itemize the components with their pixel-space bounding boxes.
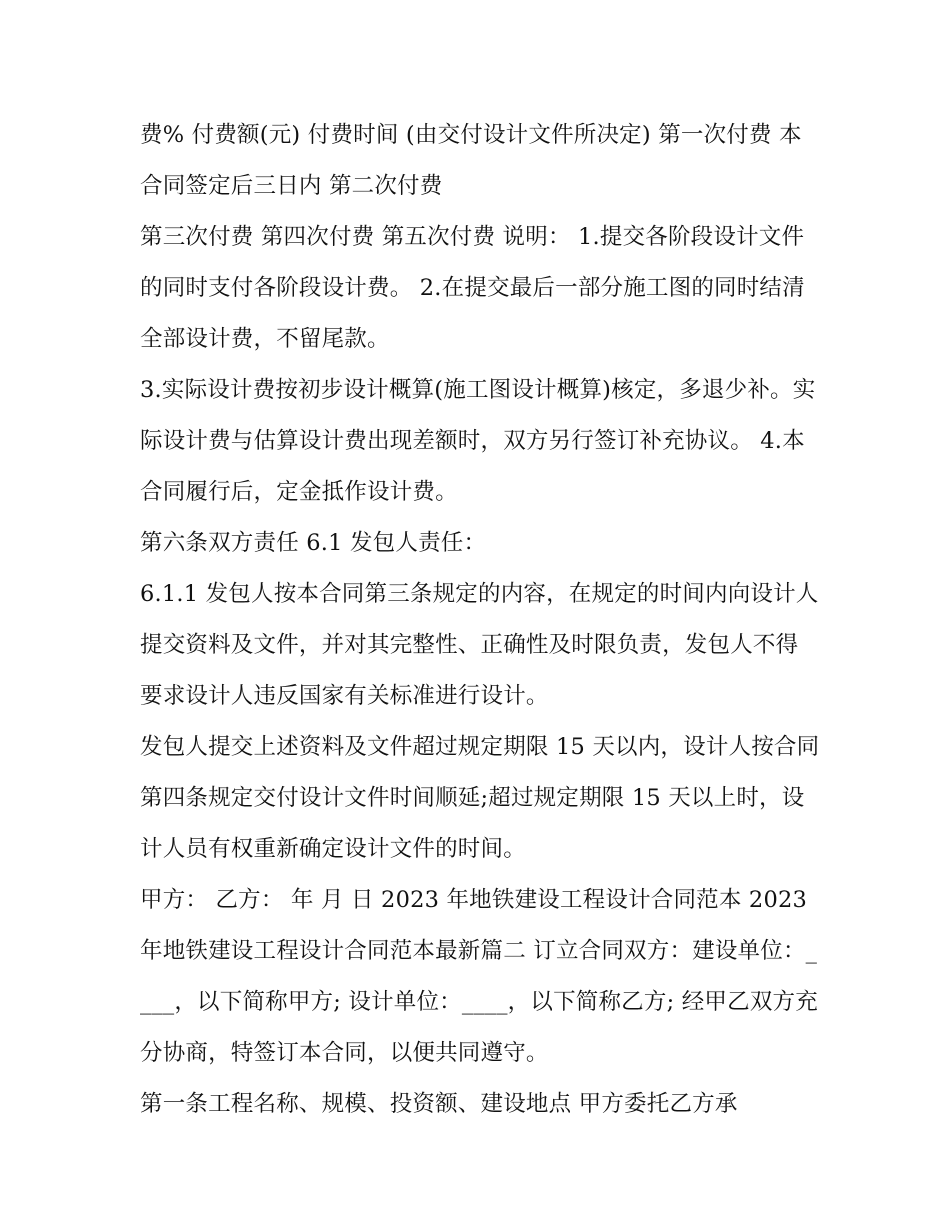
paragraph-clause-6-1-1: 6.1.1 发包人按本合同第三条规定的内容，在规定的时间内向设计人提交资料及文件，并对其完整性、正确性及时限负责，发包人不得要求设计人违反国家有关标准进行设计。 xyxy=(140,581,819,709)
paragraph-payment-schedule: 费% 付费额(元) 付费时间 (由交付设计文件所决定) 第一次付费 本合同签定后三日内 第二次付费 xyxy=(140,122,802,199)
paragraph-article-one: 第一条工程名称、规模、投资额、建设地点 甲方委托乙方承 xyxy=(140,1091,738,1117)
document-body xyxy=(140,110,820,1130)
paragraph-article-six-heading: 第六条双方责任 6.1 发包人责任： xyxy=(140,530,487,556)
paragraph-submission-delay: 发包人提交上述资料及文件超过规定期限 15 天以内，设计人按合同第四条规定交付设计文件时间顺延;超过规定期限 15 天以上时，设计人员有权重新确定设计文件的时间。 xyxy=(140,734,820,862)
paragraph-payment-notes: 第三次付费 第四次付费 第五次付费 说明： 1.提交各阶段设计文件的同时支付各阶段设计费。 2.在提交最后一部分施工图的同时结清全部设计费，不留尾款。 xyxy=(140,224,805,352)
paragraph-contract-parties: 甲方： 乙方： 年 月 日 2023 年地铁建设工程设计合同范本 2023 年地铁建设工程设计合同范本最新篇二 订立合同双方：建设单位：____，以下简称甲方; 设计单位：____，以下简称乙方; 经甲乙双方充分协商，特签订本合同，以便共同遵守。 xyxy=(140,887,818,1066)
paragraph-actual-fee: 3.实际设计费按初步设计概算(施工图设计概算)核定，多退少补。实际设计费与估算设计费出现差额时，双方另行签订补充协议。 4.本合同履行后，定金抵作设计费。 xyxy=(140,377,816,505)
